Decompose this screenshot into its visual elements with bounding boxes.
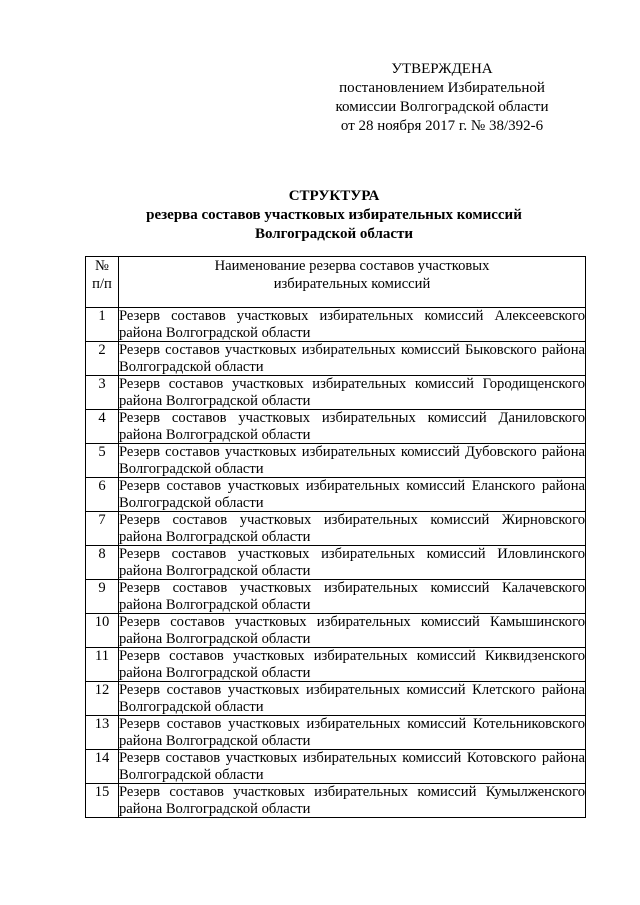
approval-date-number: от 28 ноября 2017 г. № 38/392-6 xyxy=(340,118,544,134)
row-number: 14 xyxy=(86,750,119,784)
heading-subtitle: резерва составов участковых избирательных комиссий xyxy=(146,207,522,223)
table-row xyxy=(86,376,586,410)
header-name-line-1: Наименование резерва составов участковых xyxy=(214,258,490,274)
table-row xyxy=(86,410,586,444)
row-reserve-name: Резерв составов участковых избирательных комиссий Котельниковского района Волгоградской области xyxy=(119,716,585,749)
table-row xyxy=(86,478,586,512)
approval-line-2: постановлением Избирательной xyxy=(339,80,545,96)
table-body xyxy=(86,308,586,818)
header-name-line-2: избирательных комиссий xyxy=(273,276,431,292)
row-number: 6 xyxy=(86,478,119,512)
row-reserve-name: Резерв составов участковых избирательных комиссий Алексеевского района Волгоградской области xyxy=(119,308,585,341)
table-row xyxy=(86,750,586,784)
row-reserve-name: Резерв составов участковых избирательных комиссий Быковского района Волгоградской области xyxy=(119,342,585,375)
heading-region: Волгоградской области xyxy=(254,226,414,242)
row-reserve-name: Резерв составов участковых избирательных комиссий Городищенского района Волгоградской области xyxy=(119,376,585,409)
row-number: 8 xyxy=(86,546,119,580)
table-row xyxy=(86,614,586,648)
table-row xyxy=(86,648,586,682)
header-num-symbol: № xyxy=(95,258,109,274)
row-number: 9 xyxy=(86,580,119,614)
row-reserve-name: Резерв составов участковых избирательных комиссий Еланского района Волгоградской области xyxy=(119,478,585,511)
row-reserve-name: Резерв составов участковых избирательных комиссий Киквидзенского района Волгоградской области xyxy=(119,648,585,681)
row-reserve-name: Резерв составов участковых избирательных комиссий Дубовского района Волгоградской области xyxy=(119,444,585,477)
row-number: 5 xyxy=(86,444,119,478)
table-row xyxy=(86,682,586,716)
table-row xyxy=(86,308,586,342)
header-num-cell xyxy=(86,257,119,308)
row-number: 3 xyxy=(86,376,119,410)
row-number: 13 xyxy=(86,716,119,750)
approval-title: УТВЕРЖДЕНА xyxy=(391,61,493,77)
row-reserve-name: Резерв составов участковых избирательных комиссий Кумылженского района Волгоградской области xyxy=(119,784,585,817)
table-row xyxy=(86,716,586,750)
row-number: 2 xyxy=(86,342,119,376)
approval-stamp xyxy=(300,60,584,136)
row-reserve-name: Резерв составов участковых избирательных комиссий Камышинского района Волгоградской области xyxy=(119,614,585,647)
row-reserve-name: Резерв составов участковых избирательных комиссий Калачевского района Волгоградской области xyxy=(119,580,585,613)
row-reserve-name: Резерв составов участковых избирательных комиссий Иловлинского района Волгоградской области xyxy=(119,546,585,579)
row-number: 15 xyxy=(86,784,119,818)
table-row xyxy=(86,580,586,614)
document-heading xyxy=(60,187,608,244)
header-num-abbr: п/п xyxy=(92,276,112,292)
row-reserve-name: Резерв составов участковых избирательных комиссий Котовского района Волгоградской области xyxy=(119,750,585,783)
heading-title: СТРУКТУРА xyxy=(288,188,380,204)
row-number: 11 xyxy=(86,648,119,682)
row-reserve-name: Резерв составов участковых избирательных комиссий Жирновского района Волгоградской области xyxy=(119,512,585,545)
row-number: 10 xyxy=(86,614,119,648)
table-row xyxy=(86,784,586,818)
row-reserve-name: Резерв составов участковых избирательных комиссий Даниловского района Волгоградской области xyxy=(119,410,585,443)
row-number: 12 xyxy=(86,682,119,716)
table-row xyxy=(86,444,586,478)
table-row xyxy=(86,546,586,580)
table-row xyxy=(86,512,586,546)
row-reserve-name: Резерв составов участковых избирательных комиссий Клетского района Волгоградской области xyxy=(119,682,585,715)
header-name-cell xyxy=(119,257,586,308)
row-number: 7 xyxy=(86,512,119,546)
approval-line-3: комиссии Волгоградской области xyxy=(335,99,549,115)
table-row xyxy=(86,342,586,376)
row-number: 1 xyxy=(86,308,119,342)
table-header-row xyxy=(86,257,586,308)
structure-table xyxy=(85,256,586,818)
row-number: 4 xyxy=(86,410,119,444)
